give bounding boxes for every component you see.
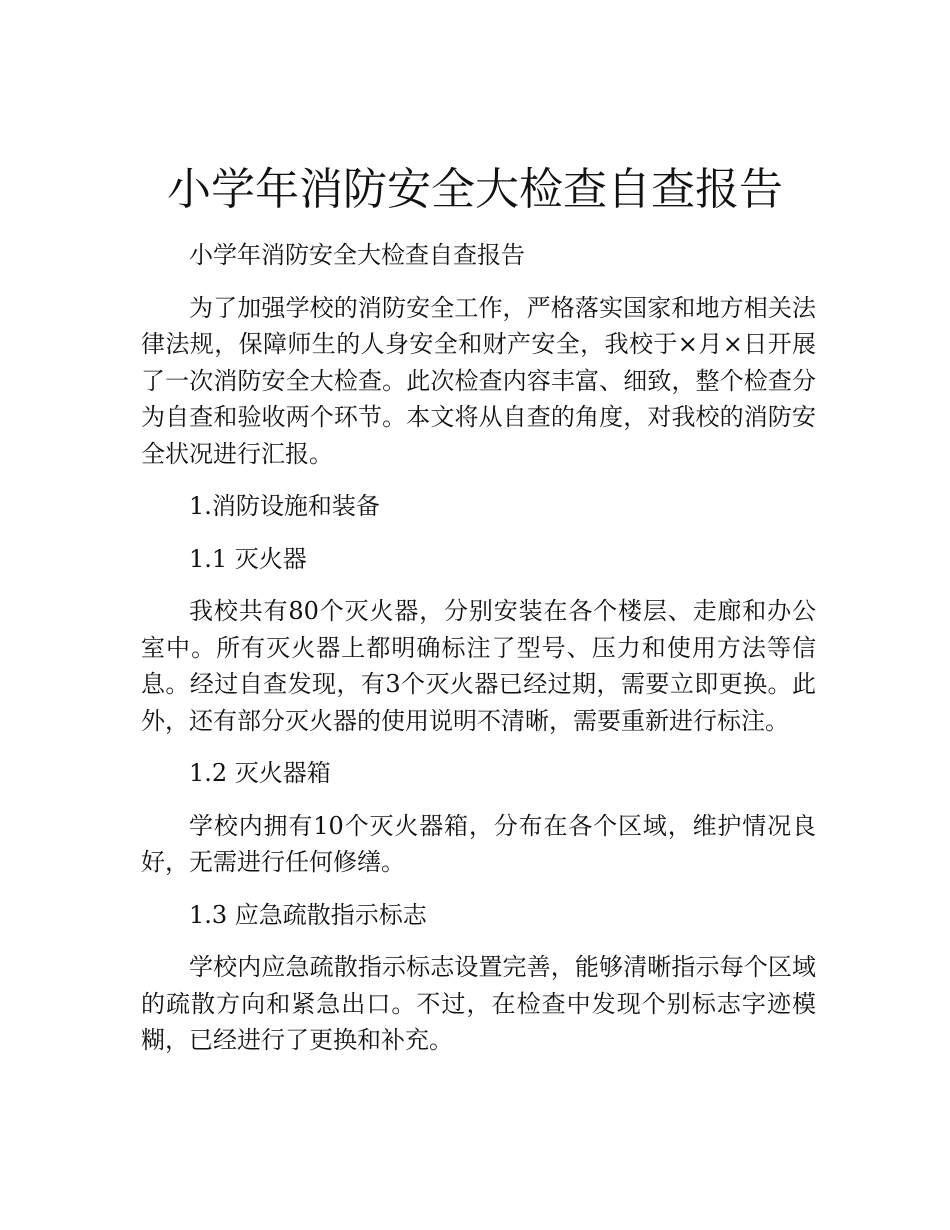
section-heading: 1.消防设施和装备 <box>189 492 380 520</box>
subtitle-paragraph: 小学年消防安全大检查自查报告 <box>189 241 525 269</box>
body-paragraph: 学校内拥有10个灭火器箱，分布在各个区域，维护情况良好，无需进行任何修缮。 <box>141 811 816 876</box>
body-paragraph: 学校内应急疏散指示标志设置完善，能够清晰指示每个区域的疏散方向和紧急出口。不过，在检查中发现个别标志字迹模糊，已经进行了更换和补充。 <box>141 953 816 1054</box>
intro-paragraph: 为了加强学校的消防安全工作，严格落实国家和地方相关法律法规，保障师生的人身安全和财产安全，我校于×月×日开展了一次消防安全大检查。此次检查内容丰富、细致，整个检查分为自查和验收两个环节。本文将从自查的角度，对我校的消防安全状况进行汇报。 <box>141 293 816 468</box>
subsection-heading: 1.1 灭火器 <box>189 544 307 573</box>
document-title: 小学年消防安全大检查自查报告 <box>167 164 783 215</box>
subsection-heading: 1.3 应急疏散指示标志 <box>189 900 427 929</box>
subsection-heading: 1.2 灭火器箱 <box>189 759 331 787</box>
document-body <box>141 237 816 1075</box>
body-paragraph: 我校共有80个灭火器，分别安装在各个楼层、走廊和办公室中。所有灭火器上都明确标注了型号、压力和使用方法等信息。经过自查发现，有3个灭火器已经过期，需要立即更换。此外，还有部分灭火器的使用说明不清晰，需要重新进行标注。 <box>141 597 816 735</box>
